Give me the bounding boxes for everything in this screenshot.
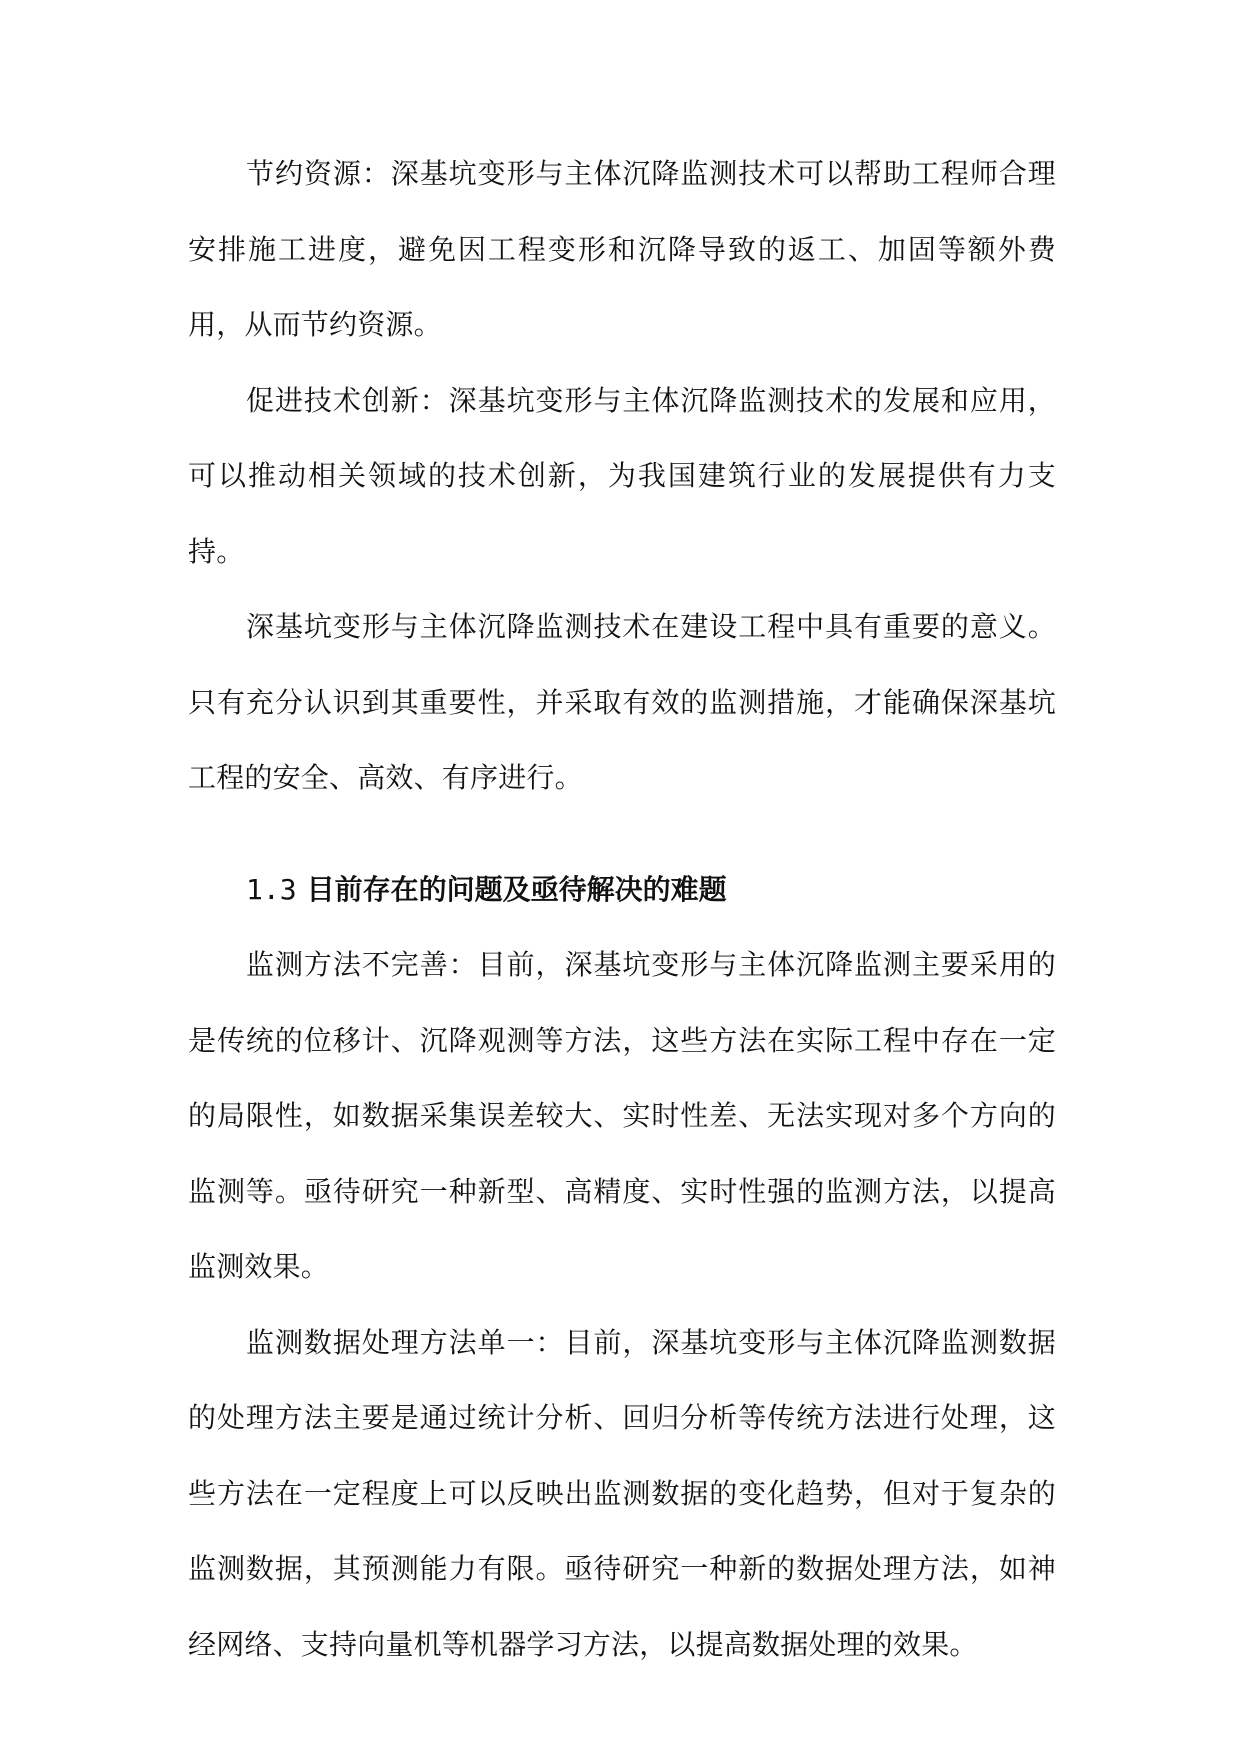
section-heading [188,852,1056,928]
paragraph-data-processing: 监测数据处理方法单一：目前，深基坑变形与主体沉降监测数据的处理方法主要是通过统计分析、回归分析等传统方法进行处理，这些方法在一定程度上可以反映出监测数据的变化趋势，但对于复杂的监测数据，其预测能力有限。亟待研究一种新的数据处理方法，如神经网络、支持向量机等机器学习方法，以提高数据处理的效果。 [188,1325,1056,1661]
paragraph-saving-resources: 节约资源：深基坑变形与主体沉降监测技术可以帮助工程师合理安排施工进度，避免因工程变形和沉降导致的返工、加固等额外费用，从而节约资源。 [188,157,1056,341]
paragraph-significance: 深基坑变形与主体沉降监测技术在建设工程中具有重要的意义。只有充分认识到其重要性，并采取有效的监测措施，才能确保深基坑工程的安全、高效、有序进行。 [188,610,1056,794]
paragraph-monitoring-methods: 监测方法不完善：目前，深基坑变形与主体沉降监测主要采用的是传统的位移计、沉降观测等方法，这些方法在实际工程中存在一定的局限性，如数据采集误差较大、实时性差、无法实现对多个方向的监测等。亟待研究一种新型、高精度、实时性强的监测方法，以提高监测效果。 [188,948,1056,1283]
document-body [188,136,1056,1682]
section-number: 1.3 [246,872,297,906]
section-title: 目前存在的问题及亟待解决的难题 [306,872,727,906]
paragraph-tech-innovation: 促进技术创新：深基坑变形与主体沉降监测技术的发展和应用，可以推动相关领域的技术创新，为我国建筑行业的发展提供有力支持。 [188,383,1056,568]
